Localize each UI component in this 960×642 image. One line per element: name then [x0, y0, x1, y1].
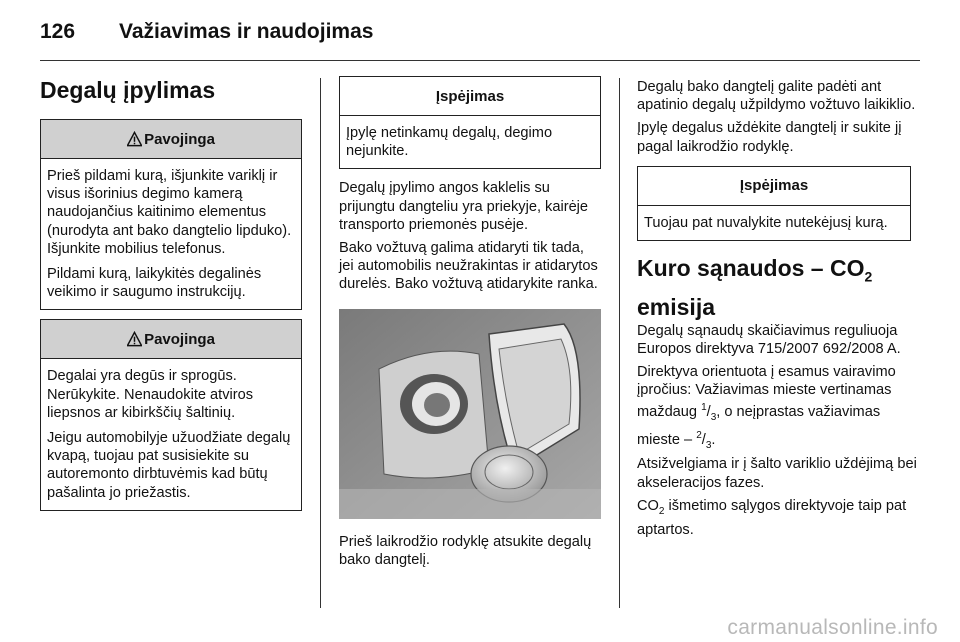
danger-box-1-paragraph-1: Prieš pildami kurą, išjunkite variklį ir visus išorinius degimo kamerą naudojančius kaitinimo elementus (nurodyta ant bako dangtelio lipduko). Išjunkite mobilius telefonus.: [47, 168, 292, 257]
fuel-filler-photo: [339, 309, 601, 519]
paragraph-unscrew-cap: Prieš laikrodžio rodyklę atsukite degalų bako dangtelį.: [339, 533, 592, 568]
fuel-filler-illustration: [339, 309, 601, 519]
section-title-fuel-refill: Degalų įpylimas: [40, 77, 216, 103]
driving-habits-text-b: , o neįprastas važiavimas mieste –: [637, 404, 881, 449]
column-3: [637, 62, 917, 539]
fraction-1-denominator: 3: [710, 412, 717, 424]
column-divider-2: [619, 78, 620, 608]
warning-box-1: [339, 76, 601, 169]
warning-box-2-title: Įspėjimas: [739, 177, 809, 195]
section-title-subscript: 2: [864, 268, 873, 285]
chapter-title: Važiavimas ir naudojimas: [119, 20, 374, 43]
fraction-2-denominator: 3: [705, 440, 712, 452]
watermark: carmanualsonline.info: [727, 616, 938, 639]
danger-box-1-body: [41, 159, 301, 309]
warning-triangle-icon: [127, 331, 142, 347]
warning-box-2: [637, 166, 911, 241]
danger-box-2-paragraph-1: Degalai yra degūs ir sprogūs. Nerūkykite. Nenaudokite atviros liepsnos ar kibirkščių šaltinių.: [47, 368, 254, 421]
driving-habits-text-a: Direktyva orientuota į esamus vairavimo įpročius: Važiavimas mieste vertinamas maždaug: [637, 364, 896, 421]
co2-text-b: išmetimo sąlygos direktyvoje taip pat aptartos.: [637, 497, 907, 538]
warning-box-1-header: [340, 77, 600, 116]
danger-box-1: [40, 119, 302, 310]
paragraph-fuel-flap: Bako vožtuvą galima atidaryti tik tada, jei automobilis neužrakintas ir atidarytos durelės. Bako vožtuvą atidarykite ranka.: [339, 240, 598, 293]
paragraph-replace-cap: Įpylę degalus uždėkite dangtelį ir sukite jį pagal laikrodžio rodyklę.: [637, 120, 902, 155]
warning-triangle-icon: [127, 131, 142, 147]
danger-box-1-title: Pavojinga: [144, 130, 215, 148]
section-title-part-b: emisija: [637, 293, 715, 320]
warning-box-2-body: [638, 206, 910, 240]
danger-box-2-paragraph-2: Jeigu automobilyje užuodžiate degalų kvapą, tuojau pat susisiekite su autoremonto dirbtuvėmis kad būtų pašalinta jo priežastis.: [47, 430, 291, 501]
page-number: 126: [40, 20, 76, 43]
warning-box-2-text: Tuojau pat nuvalykite nutekėjusį kurą.: [644, 214, 888, 231]
header-divider: [40, 60, 920, 61]
column-divider-1: [320, 78, 321, 608]
co2-text-a: CO: [637, 497, 659, 514]
warning-box-1-title: Įspėjimas: [435, 87, 505, 105]
danger-box-2-header: [41, 320, 301, 359]
fraction-2-numerator: 2: [696, 430, 702, 442]
warning-box-1-text: Įpylę netinkamų degalų, degimo nejunkite.: [346, 125, 553, 160]
danger-box-2-body: [41, 359, 301, 509]
column-2: [339, 62, 601, 569]
paragraph-cold-start: Atsižvelgiama ir į šalto variklio uždėjimą bei akseleracijos fazes.: [637, 456, 917, 491]
paragraph-driving-habits: Direktyva orientuota į esamus vairavimo įpročius: Važiavimas mieste vertinamas maždaug $^1/_3$, o neįprastas važiavimas mieste – $^2/_3$.: [637, 364, 896, 452]
warning-box-1-body: [340, 116, 600, 168]
driving-habits-text-c: .: [711, 432, 716, 449]
co2-subscript: 2: [658, 505, 665, 517]
danger-box-2-title: Pavojinga: [144, 330, 215, 348]
paragraph-co2-conditions: [637, 497, 917, 539]
danger-box-1-header: [41, 120, 301, 159]
paragraph-cap-holder: Degalų bako dangtelį galite padėti ant apatinio degalų užpildymo vožtuvo laikiklio.: [637, 79, 916, 114]
column-1: [40, 62, 302, 511]
paragraph-filler-neck: Degalų įpylimo angos kaklelis su prijungtu dangteliu yra priekyje, kairėje transporto priemonės pusėje.: [339, 180, 589, 233]
section-title-part-a: Kuro sąnaudos – CO: [637, 255, 865, 282]
page-header: [40, 18, 920, 58]
danger-box-1-paragraph-2: Pildami kurą, laikykitės degalinės veikimo ir saugumo instrukcijų.: [47, 266, 262, 301]
warning-box-2-header: [638, 167, 910, 206]
section-title-fuel-consumption: [637, 253, 917, 322]
fraction-1-numerator: 1: [701, 402, 707, 414]
paragraph-directive: Degalų sąnaudų skaičiavimus reguliuoja Europos direktyva 715/2007 692/2008 A.: [637, 322, 901, 357]
danger-box-2: [40, 319, 302, 510]
